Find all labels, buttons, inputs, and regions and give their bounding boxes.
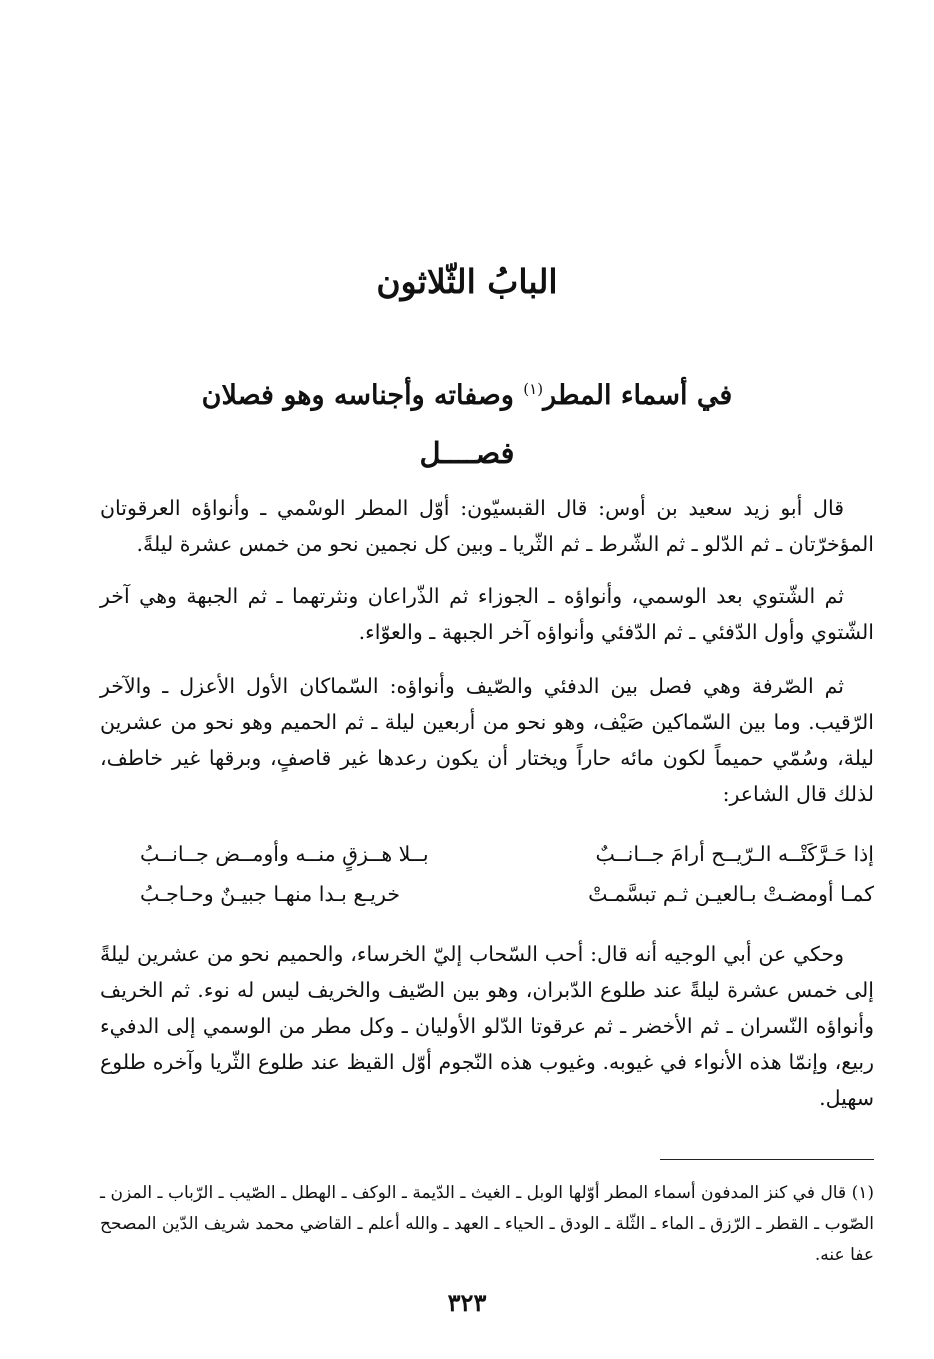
footnote-1: (١) قال في كنز المدفون أسماء المطر أوّلها الوبل ـ الغيث ـ الدّيمة ـ الوكف ـ الهطل ـ الصّيب ـ الرّباب ـ المزن ـ الصّوب ـ القطر ـ الرّزق ـ الماء ـ الثّلة ـ الودق ـ الحياء ـ العهد ـ والله أعلم ـ القاضي محمد شريف الدّين المصحح عفا عنه. <box>100 1183 874 1265</box>
poem-verses <box>100 834 874 914</box>
poem-line-2 <box>100 874 874 914</box>
chapter-subtitle <box>0 380 934 411</box>
poem-line-1-second-hemistich: بــلا هــزقٍ منــه وأومــض جــانــبُ <box>140 842 429 866</box>
paragraph-3: ثم الصّرفة وهي فصل بين الدفئي والصّيف وأنواؤه: السّماكان الأول الأعزل ـ والآخر الرّقيب. وما بين السّماكين صَيْف، وهو نحو من أربعين ليلة ـ ثم الحميم وهو نحو من عشرين ليلة، وسُمّي حميماً لكون مائه حاراً ويختار أن يكون رعدها غير قاصفٍ، وبرقها غير خاطف، لذلك قال الشاعر: <box>100 674 874 806</box>
poem-line-1-first-hemistich: إذا حَـرَّكَتْــه الـرّيــح أرامَ جــانــبٌ <box>595 842 874 866</box>
paragraph-2: ثم الشّتوي بعد الوسمي، وأنواؤه ـ الجوزاء ثم الذّراعان ونثرتهما ـ ثم الجبهة وهي آخر الشّتوي وأول الدّفئي ـ ثم الدّفئي وأنواؤه آخر الجبهة ـ والعوّاء. <box>100 584 874 644</box>
poem-line-2-second-hemistich: خريـع بـدا منهـا جبيـنٌ وحـاجـبُ <box>140 882 400 906</box>
subtitle-text-start: في أسماء المطر <box>543 380 733 411</box>
subtitle-text-end: وصفاته وأجناسه وهو فصلان <box>201 380 524 411</box>
poem-line-1 <box>100 834 874 874</box>
footnote-marker[interactable]: (١) <box>523 380 544 398</box>
section-heading: فصــــل <box>419 436 515 470</box>
chapter-title: البابُ الثّلاثون <box>376 262 558 301</box>
footnote-divider <box>660 1159 874 1160</box>
paragraph-1: قال أبو زيد سعيد بن أوس: قال القبسيّون: أوّل المطر الوسْمي ـ وأنواؤه العرقوتان المؤخرّتان ـ ثم الدّلو ـ ثم الشّرط ـ ثم الثّريا ـ وبين كل نجمين نحو من خمس عشرة ليلةً. <box>100 496 874 556</box>
poem-line-2-first-hemistich: كمـا أومضـتْ بـالعيـن ثـم تبسَّمـتْ <box>588 882 874 906</box>
page-number: ٣٢٣ <box>447 1288 487 1317</box>
paragraph-4: وحكي عن أبي الوجيه أنه قال: أحب السّحاب إليّ الخرساء، والحميم نحو من عشرين ليلةً إلى خمس عشرة ليلةً عند طلوع الدّبران، وهو بين الصّيف والخريف ليس له نوء. ثم الخريف وأنواؤه النّسران ـ ثم الأخضر ـ ثم عرقوتا الدّلو الأوليان ـ وكل مطر من الوسمي إلى الدفيء ربيع، وإنمّا هذه الأنواء في غيوبه. وغيوب هذه النّجوم أوّل القيظ عند طلوع الثّريا وآخره طلوع سهيل. <box>100 942 874 1110</box>
